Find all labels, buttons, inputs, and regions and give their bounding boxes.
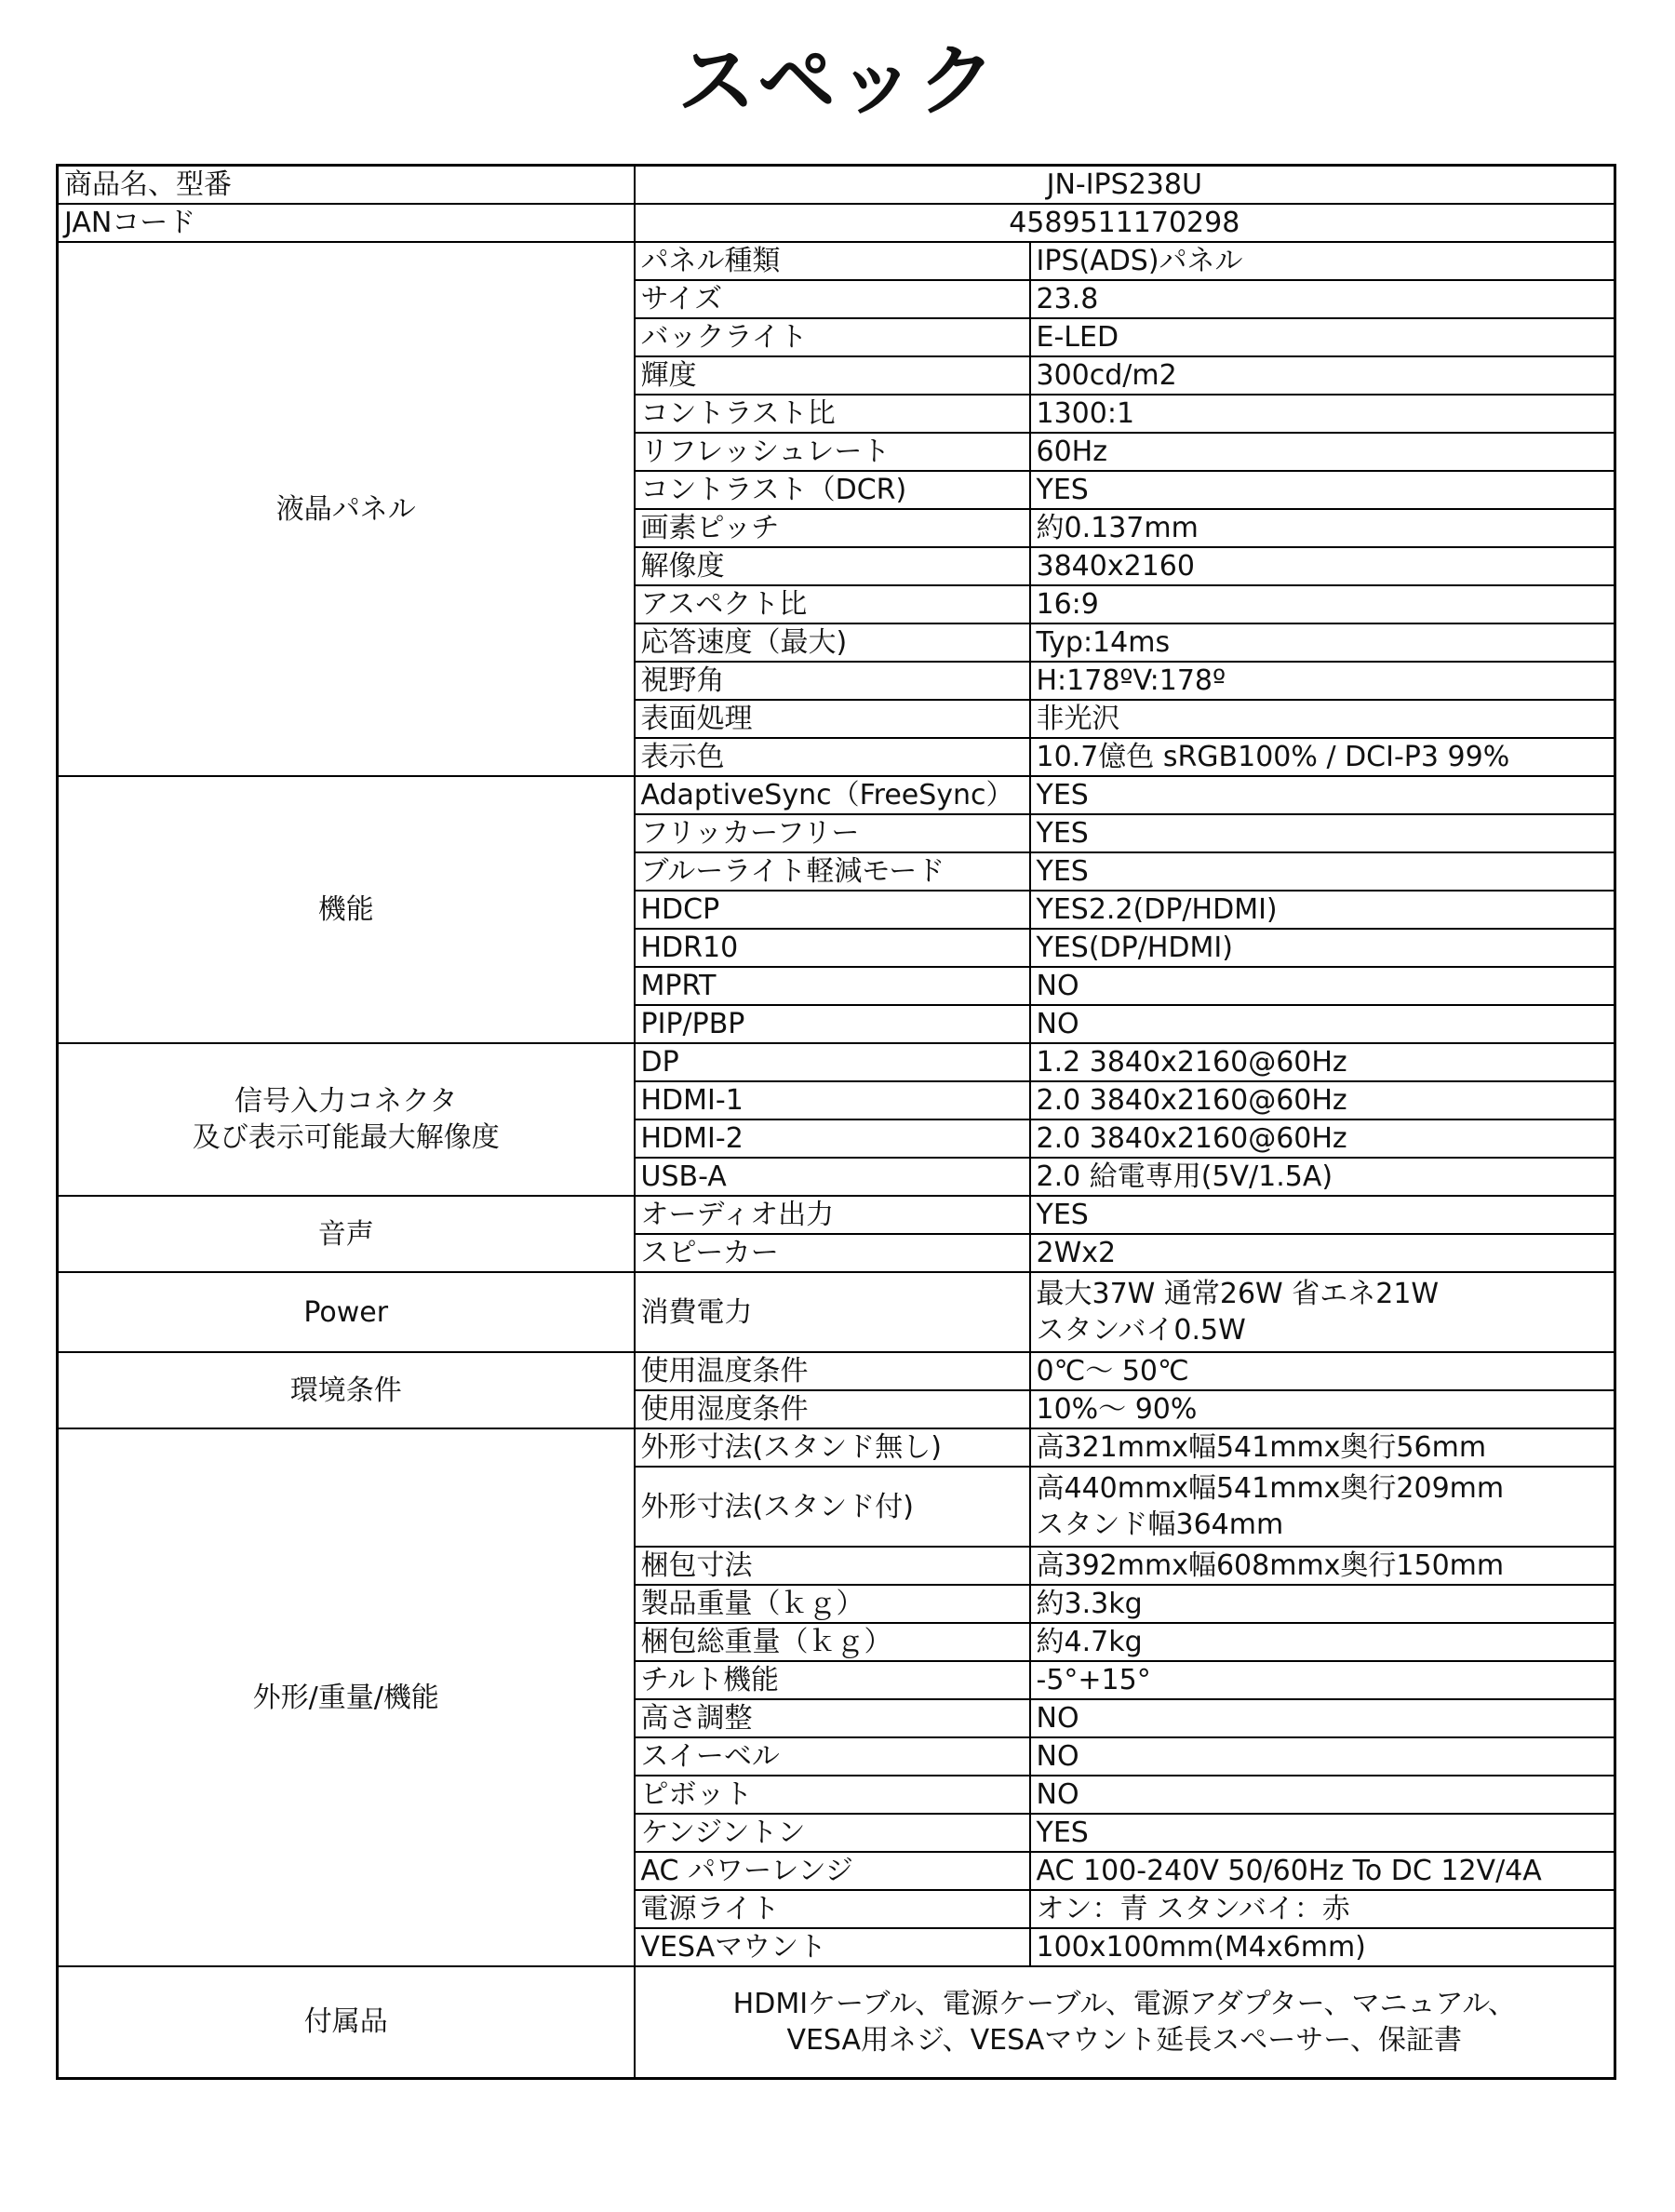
category-cell: 音声 [58, 1196, 635, 1272]
spec-value: 1.2 3840x2160@60Hz [1030, 1043, 1615, 1081]
spec-value: 2.0 給電専用(5V/1.5A) [1030, 1158, 1615, 1196]
spec-label: 画素ピッチ [635, 509, 1030, 547]
spec-value: YES [1030, 471, 1615, 509]
spec-row [58, 1428, 1615, 1467]
spec-label: VESAマウント [635, 1928, 1030, 1966]
spec-label: HDCP [635, 891, 1030, 929]
spec-row [58, 1352, 1615, 1390]
header-label: 商品名、型番 [58, 166, 635, 205]
spec-value: 2Wx2 [1030, 1234, 1615, 1272]
spec-row [58, 776, 1615, 814]
spec-label: 使用温度条件 [635, 1352, 1030, 1390]
spec-value: 16:9 [1030, 585, 1615, 623]
spec-label: フリッカーフリー [635, 814, 1030, 852]
spec-label: ピボット [635, 1776, 1030, 1814]
spec-value: NO [1030, 1699, 1615, 1737]
spec-value: 300cd/m2 [1030, 356, 1615, 395]
spec-label: スピーカー [635, 1234, 1030, 1272]
spec-label: ブルーライト軽減モード [635, 852, 1030, 891]
spec-label: 輝度 [635, 356, 1030, 395]
spec-label: ケンジントン [635, 1814, 1030, 1852]
accessories-value: HDMIケーブル、電源ケーブル、電源アダプター、マニュアル、 VESA用ネジ、VESAマウント延長スペーサー、保証書 [635, 1966, 1615, 2078]
spec-value: 高392mmx幅608mmx奥行150mm [1030, 1547, 1615, 1585]
spec-value: 100x100mm(M4x6mm) [1030, 1928, 1615, 1966]
spec-label: 応答速度（最大) [635, 623, 1030, 662]
spec-value: YES [1030, 814, 1615, 852]
spec-value: Typ:14ms [1030, 623, 1615, 662]
spec-row [58, 1043, 1615, 1081]
spec-value: NO [1030, 1776, 1615, 1814]
spec-value: 非光沢 [1030, 700, 1615, 738]
spec-value: -5°+15° [1030, 1661, 1615, 1699]
spec-value: 高440mmx幅541mmx奥行209mm スタンド幅364mm [1030, 1467, 1615, 1547]
spec-label: HDR10 [635, 929, 1030, 967]
spec-label: アスペクト比 [635, 585, 1030, 623]
spec-label: 梱包総重量（ｋｇ） [635, 1623, 1030, 1661]
accessories-row [58, 1966, 1615, 2078]
spec-value: 2.0 3840x2160@60Hz [1030, 1119, 1615, 1158]
category-cell: 液晶パネル [58, 242, 635, 776]
spec-label: DP [635, 1043, 1030, 1081]
category-cell: 機能 [58, 776, 635, 1043]
spec-label: MPRT [635, 967, 1030, 1005]
spec-value: NO [1030, 967, 1615, 1005]
spec-value: 2.0 3840x2160@60Hz [1030, 1081, 1615, 1119]
spec-value: YES(DP/HDMI) [1030, 929, 1615, 967]
spec-label: 表面処理 [635, 700, 1030, 738]
spec-label: コントラスト比 [635, 395, 1030, 433]
spec-value: YES [1030, 776, 1615, 814]
spec-value: 10.7億色 sRGB100% / DCI-P3 99% [1030, 738, 1615, 776]
spec-label: スイーベル [635, 1737, 1030, 1776]
spec-value: 10%～ 90% [1030, 1390, 1615, 1428]
spec-label: バックライト [635, 318, 1030, 356]
spec-row [58, 1196, 1615, 1234]
spec-label: 解像度 [635, 547, 1030, 585]
spec-label: コントラスト（DCR) [635, 471, 1030, 509]
category-cell: 環境条件 [58, 1352, 635, 1428]
spec-label: AC パワーレンジ [635, 1852, 1030, 1890]
spec-value: IPS(ADS)パネル [1030, 242, 1615, 280]
spec-value: 約4.7kg [1030, 1623, 1615, 1661]
spec-value: YES [1030, 1814, 1615, 1852]
category-cell: Power [58, 1272, 635, 1352]
spec-table [56, 164, 1616, 2080]
header-value: JN-IPS238U [635, 166, 1615, 205]
spec-label: 消費電力 [635, 1272, 1030, 1352]
spec-label: 外形寸法(スタンド無し) [635, 1428, 1030, 1467]
spec-value: YES [1030, 852, 1615, 891]
spec-value: 約3.3kg [1030, 1585, 1615, 1623]
spec-value: YES2.2(DP/HDMI) [1030, 891, 1615, 929]
spec-label: HDMI-1 [635, 1081, 1030, 1119]
spec-value: NO [1030, 1005, 1615, 1043]
spec-label: 外形寸法(スタンド付) [635, 1467, 1030, 1547]
header-row [58, 204, 1615, 242]
spec-label: 視野角 [635, 662, 1030, 700]
spec-label: 製品重量（ｋｇ） [635, 1585, 1030, 1623]
spec-value: YES [1030, 1196, 1615, 1234]
spec-value: オン：青 スタンバイ：赤 [1030, 1890, 1615, 1928]
spec-label: 表示色 [635, 738, 1030, 776]
spec-value: 0℃～ 50℃ [1030, 1352, 1615, 1390]
spec-label: HDMI-2 [635, 1119, 1030, 1158]
category-cell: 外形/重量/機能 [58, 1428, 635, 1966]
spec-label: PIP/PBP [635, 1005, 1030, 1043]
spec-value: 高321mmx幅541mmx奥行56mm [1030, 1428, 1615, 1467]
page-title: スペック [677, 35, 998, 127]
spec-label: リフレッシュレート [635, 433, 1030, 471]
spec-value: 約0.137mm [1030, 509, 1615, 547]
category-cell: 信号入力コネクタ 及び表示可能最大解像度 [58, 1043, 635, 1196]
spec-value: 23.8 [1030, 280, 1615, 318]
spec-label: オーディオ出力 [635, 1196, 1030, 1234]
spec-value: 3840x2160 [1030, 547, 1615, 585]
spec-label: USB-A [635, 1158, 1030, 1196]
spec-label: AdaptiveSync（FreeSync） [635, 776, 1030, 814]
header-value: 4589511170298 [635, 204, 1615, 242]
spec-value: 60Hz [1030, 433, 1615, 471]
accessories-label: 付属品 [58, 1966, 635, 2078]
spec-value: E-LED [1030, 318, 1615, 356]
spec-label: 高さ調整 [635, 1699, 1030, 1737]
spec-label: 電源ライト [635, 1890, 1030, 1928]
spec-value: AC 100-240V 50/60Hz To DC 12V/4A [1030, 1852, 1615, 1890]
spec-label: サイズ [635, 280, 1030, 318]
spec-row [58, 242, 1615, 280]
spec-label: 梱包寸法 [635, 1547, 1030, 1585]
spec-row [58, 1272, 1615, 1352]
spec-value: 最大37W 通常26W 省エネ21W スタンバイ0.5W [1030, 1272, 1615, 1352]
spec-value: NO [1030, 1737, 1615, 1776]
spec-label: チルト機能 [635, 1661, 1030, 1699]
header-label: JANコード [58, 204, 635, 242]
spec-value: H:178ºV:178º [1030, 662, 1615, 700]
spec-label: 使用湿度条件 [635, 1390, 1030, 1428]
spec-value: 1300:1 [1030, 395, 1615, 433]
spec-label: パネル種類 [635, 242, 1030, 280]
header-row [58, 166, 1615, 205]
